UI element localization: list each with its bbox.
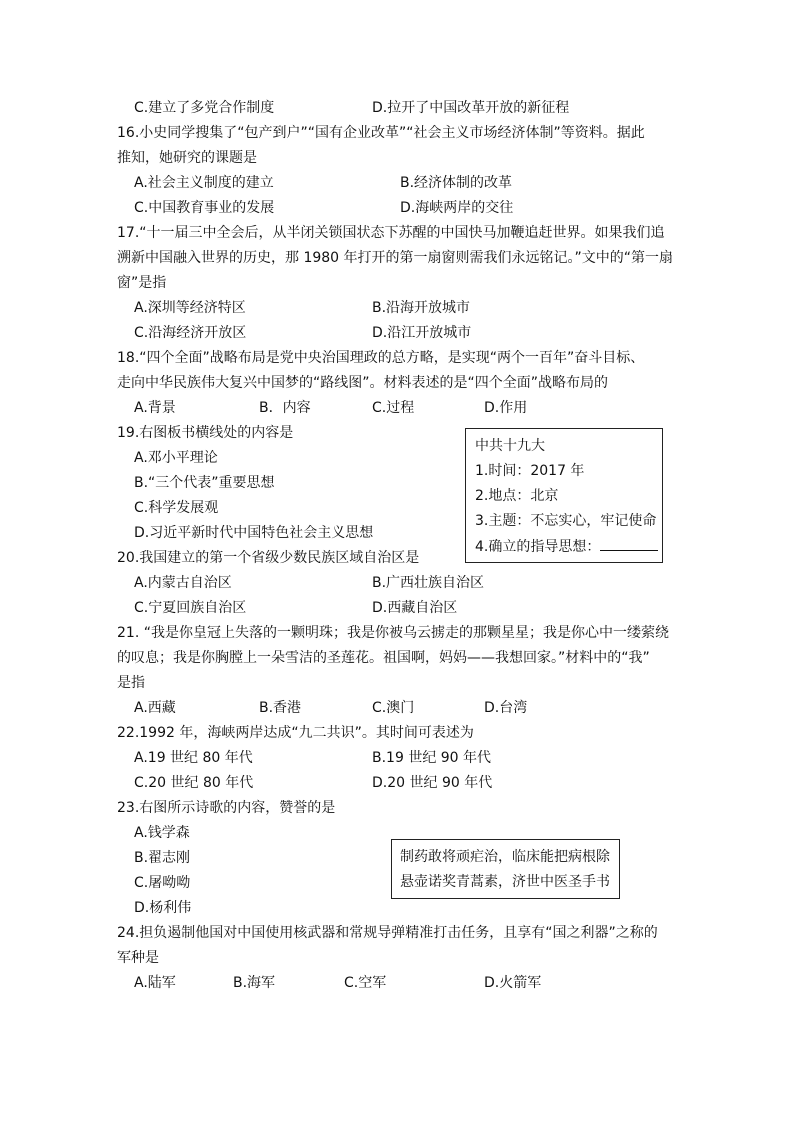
q19-option-c: C.科学发展观 (134, 500, 219, 516)
board-line-ideology (475, 536, 658, 557)
q20-option-b: B.广西壮族自治区 (372, 575, 485, 591)
q23-option-d: D.杨利伟 (134, 900, 192, 916)
q24-stem-line2: 军种是 (117, 950, 159, 966)
board-line-time: 1.时间：2017 年 (475, 463, 585, 479)
q20-option-a: A.内蒙古自治区 (134, 575, 232, 591)
q21-stem-line3: 是指 (117, 675, 145, 691)
q21-option-b: B.香港 (259, 700, 302, 716)
q21-option-a: A.西藏 (134, 700, 176, 716)
board-title: 中共十九大 (475, 438, 545, 454)
board-line-theme: 3.主题：不忘实心，牢记使命 (475, 513, 657, 529)
q17-option-a: A.深圳等经济特区 (134, 300, 246, 316)
q16-option-b: B.经济体制的改革 (400, 175, 513, 191)
q16-option-a: A.社会主义制度的建立 (134, 175, 274, 191)
q16-option-c: C.中国教育事业的发展 (134, 200, 275, 216)
q21-stem-line2: 的叹息；我是你胸膛上一朵雪洁的圣莲花。祖国啊，妈妈——我想回家。”材料中的“我” (117, 650, 650, 666)
q23-option-a: A.钱学森 (134, 825, 190, 841)
q23-option-b: B.翟志刚 (134, 850, 191, 866)
board-line-place: 2.地点：北京 (475, 488, 559, 504)
q21-stem-line1: 21. “我是你皇冠上失落的一颗明珠；我是你被乌云掳走的那颗星星；我是你心中一缕萦绕 (117, 625, 669, 641)
q18-option-c: C.过程 (372, 400, 415, 416)
q19-stem: 19.右图板书横线处的内容是 (117, 425, 294, 441)
q20-option-c: C.宁夏回族自治区 (134, 600, 247, 616)
q17-option-d: D.沿江开放城市 (372, 325, 472, 341)
q24-option-d: D.火箭军 (484, 975, 542, 991)
q15-option-c: C.建立了多党合作制度 (134, 100, 275, 116)
q17-option-c: C.沿海经济开放区 (134, 325, 247, 341)
q17-stem-line2: 溯新中国融入世界的历史，那 1980 年打开的第一扇窗则需我们永远铭记。”文中的“第一扇 (117, 250, 674, 266)
q16-stem-line2: 推知，她研究的课题是 (117, 150, 257, 166)
q17-stem-line1: 17.“十一届三中全会后，从半闭关锁国状态下苏醒的中国快马加鞭追赶世界。如果我们追 (117, 225, 665, 241)
q18-option-a: A.背景 (134, 400, 176, 416)
q18-stem-line1: 18.“四个全面”战略布局是党中央治国理政的总方略，是实现“两个一百年”奋斗目标、 (117, 350, 645, 366)
answer-blank (600, 536, 658, 551)
poem-line1: 制药敢将顽疟治，临床能把病根除 (400, 849, 610, 865)
q19-option-d: D.习近平新时代中国特色社会主义思想 (134, 525, 374, 541)
board-line-ideology-label: 4.确立的指导思想： (475, 539, 601, 555)
q24-option-c: C.空军 (344, 975, 387, 991)
q21-option-d: D.台湾 (484, 700, 528, 716)
q24-option-a: A.陆军 (134, 975, 176, 991)
q22-option-d: D.20 世纪 90 年代 (372, 775, 493, 791)
q21-option-c: C.澳门 (372, 700, 415, 716)
q24-option-b: B.海军 (233, 975, 276, 991)
q16-stem-line1: 16.小史同学搜集了“包产到户”“国有企业改革”“社会主义市场经济体制”等资料。据此 (117, 125, 645, 141)
q18-option-d: D.作用 (484, 400, 528, 416)
q15-option-d: D.拉开了中国改革开放的新征程 (372, 100, 570, 116)
q23-poem-box (391, 839, 620, 899)
q23-stem: 23.右图所示诗歌的内容，赞誉的是 (117, 800, 336, 816)
q19-blackboard-box (465, 428, 663, 563)
poem-line2: 悬壶诺奖青蒿素，济世中医圣手书 (400, 874, 610, 890)
q22-option-b: B.19 世纪 90 年代 (372, 750, 492, 766)
q17-stem-line3: 窗”是指 (117, 275, 167, 291)
q23-option-c: C.屠呦呦 (134, 875, 191, 891)
q20-option-d: D.西藏自治区 (372, 600, 458, 616)
q16-option-d: D.海峡两岸的交往 (400, 200, 514, 216)
q24-stem-line1: 24.担负遏制他国对中国使用核武器和常规导弹精准打击任务，且享有“国之利器”之称的 (117, 925, 658, 941)
q22-stem: 22.1992 年，海峡两岸达成“九二共识”。其时间可表述为 (117, 725, 474, 741)
q20-stem: 20.我国建立的第一个省级少数民族区域自治区是 (117, 550, 420, 566)
q18-stem-line2: 走向中华民族伟大复兴中国梦的“路线图”。材料表述的是“四个全面”战略布局的 (117, 375, 609, 391)
q18-option-b: B．内容 (259, 400, 311, 416)
q17-option-b: B.沿海开放城市 (372, 300, 471, 316)
q19-option-b: B.“三个代表”重要思想 (134, 475, 275, 491)
q22-option-c: C.20 世纪 80 年代 (134, 775, 254, 791)
q22-option-a: A.19 世纪 80 年代 (134, 750, 253, 766)
q19-option-a: A.邓小平理论 (134, 450, 218, 466)
